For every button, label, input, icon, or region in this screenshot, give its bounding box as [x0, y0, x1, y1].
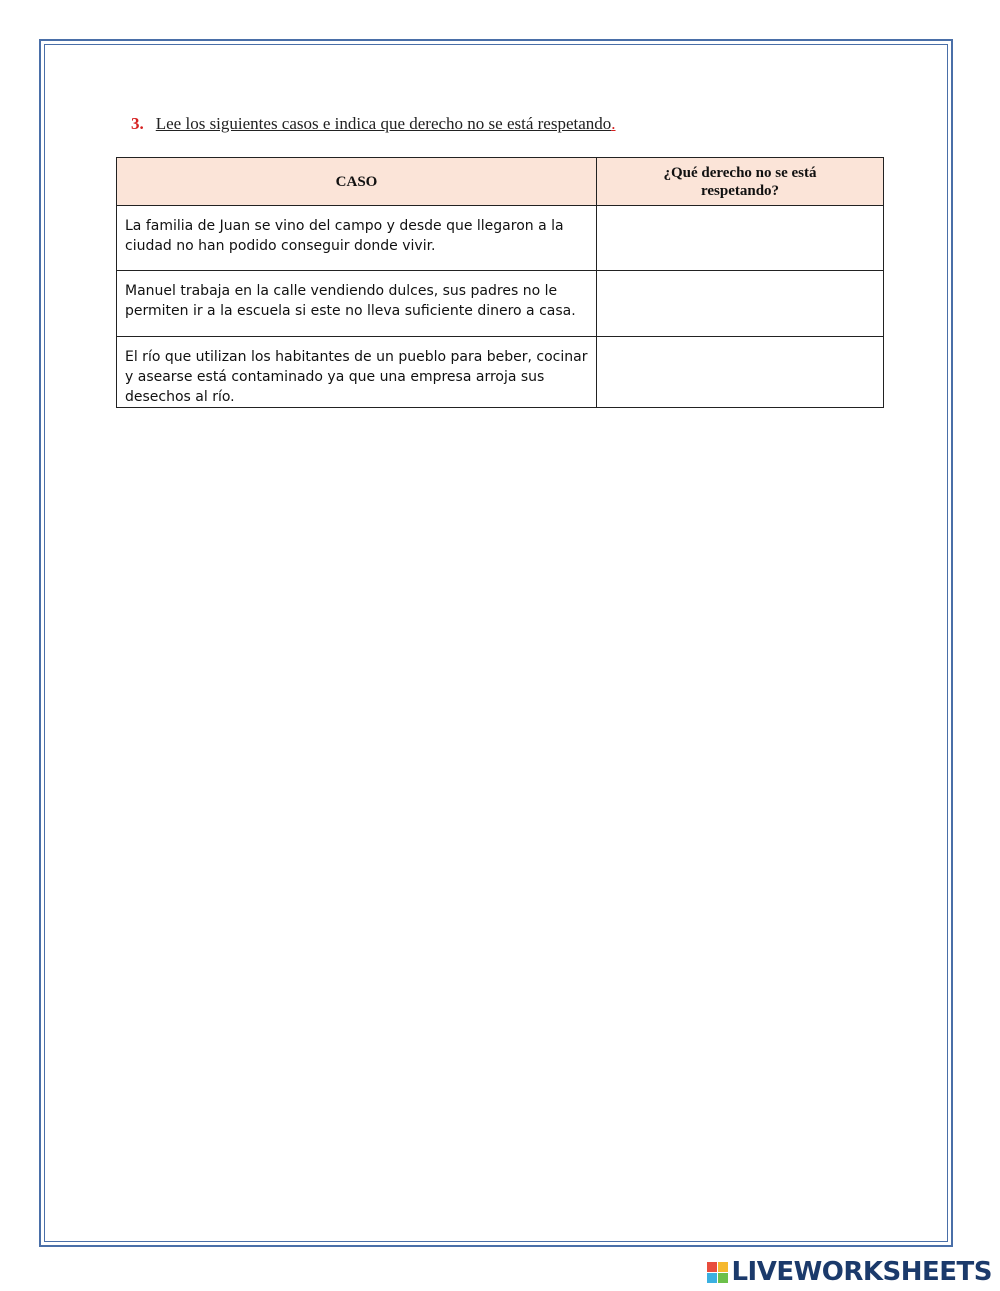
header-right: ¿Qué derecho no se está respetando? [597, 158, 884, 206]
answer-cell [597, 337, 884, 408]
answer-cell [597, 206, 884, 271]
instruction-number: 3. [131, 114, 144, 133]
logo-square [718, 1273, 728, 1283]
brand-name: LIVEWORKSHEETS [731, 1257, 992, 1287]
liveworksheets-logo-icon [707, 1262, 728, 1283]
case-text: El río que utilizan los habitantes de un pueblo para beber, cocinar y asearse está contaminado ya que una empresa arroja sus desechos al río. [117, 337, 597, 408]
answer-input-1[interactable] [597, 206, 883, 270]
logo-square [707, 1262, 717, 1272]
logo-square [718, 1262, 728, 1272]
logo-square [707, 1273, 717, 1283]
case-text: Manuel trabaja en la calle vendiendo dulces, sus padres no le permiten ir a la escuela si este no lleva suficiente dinero a casa. [117, 271, 597, 337]
table-row [117, 271, 884, 337]
answer-input-3[interactable] [597, 337, 883, 407]
header-case: CASO [117, 158, 597, 206]
table-row [117, 206, 884, 271]
liveworksheets-brand [707, 1257, 992, 1287]
cases-table [116, 157, 884, 408]
answer-input-2[interactable] [597, 271, 883, 336]
table-header-row [117, 158, 884, 206]
instruction-period: . [611, 114, 616, 133]
answer-cell [597, 271, 884, 337]
instruction-text: Lee los siguientes casos e indica que derecho no se está respetando [155, 114, 612, 133]
instruction [131, 114, 616, 134]
table-row [117, 337, 884, 408]
case-text: La familia de Juan se vino del campo y desde que llegaron a la ciudad no han podido conseguir donde vivir. [117, 206, 597, 271]
